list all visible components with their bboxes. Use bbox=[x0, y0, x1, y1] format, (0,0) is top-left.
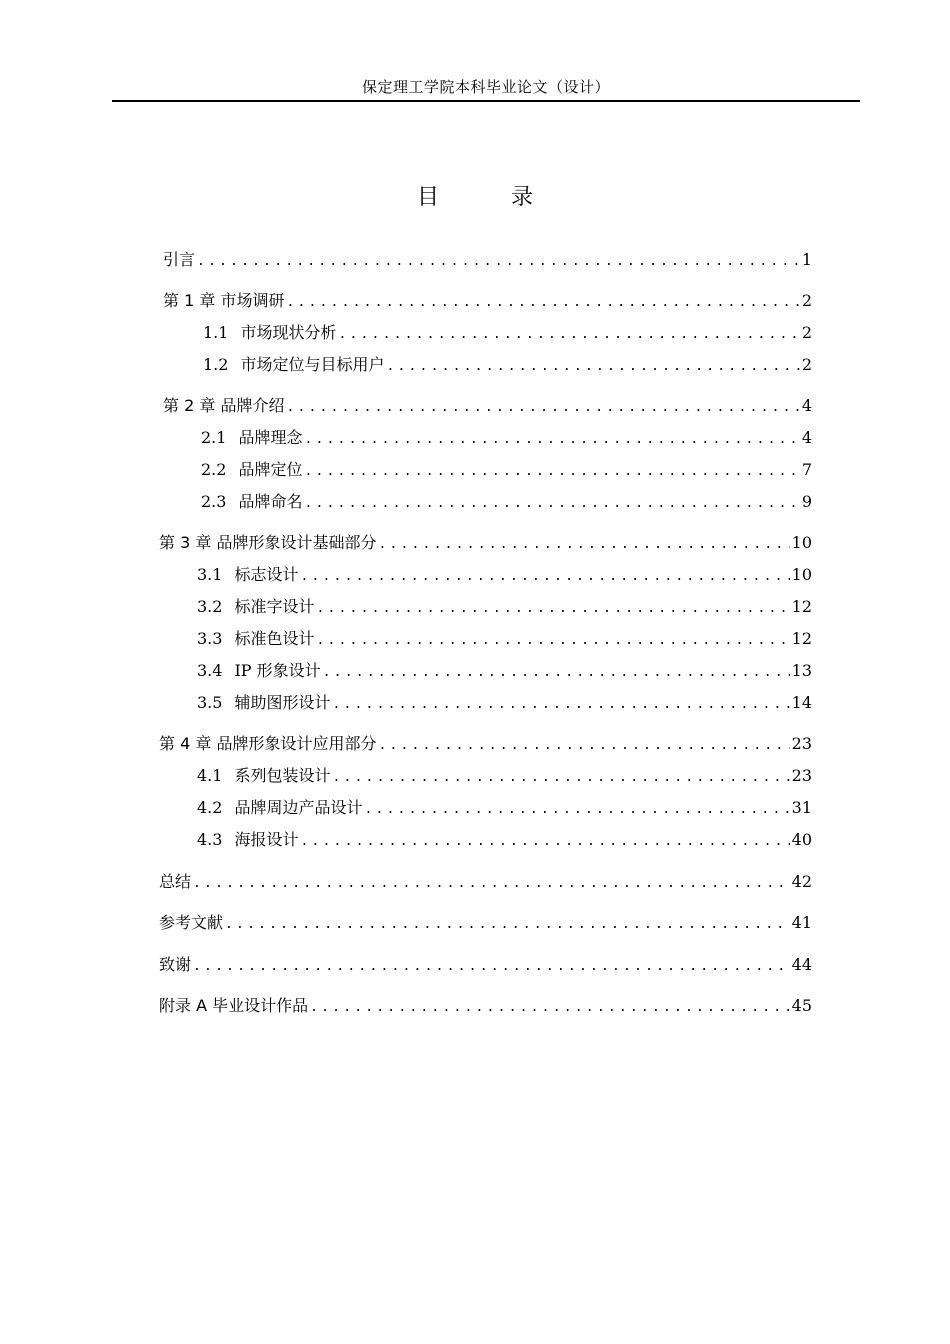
toc-leader-dots bbox=[193, 955, 790, 979]
toc-entry-text: 参考文献 bbox=[159, 913, 224, 932]
toc-leader-dots bbox=[304, 460, 799, 484]
toc-entry-number: 3.5 bbox=[197, 693, 223, 712]
toc-leader-dots bbox=[386, 355, 799, 379]
toc-entry-label bbox=[159, 531, 376, 555]
toc-leader-dots bbox=[378, 533, 789, 557]
toc-entry-page: 23 bbox=[791, 734, 812, 753]
toc-entry-label bbox=[197, 691, 330, 715]
toc-entry-number: 3.1 bbox=[197, 565, 223, 584]
toc-title-left: 目 bbox=[416, 185, 439, 210]
toc-entry-page: 45 bbox=[791, 996, 812, 1015]
toc-entry bbox=[197, 659, 812, 683]
toc-entry bbox=[159, 531, 812, 555]
toc-entry-page: 13 bbox=[791, 661, 812, 680]
toc-entry-text: 第 4 章 品牌形象设计应用部分 bbox=[159, 734, 377, 753]
toc-entry bbox=[197, 828, 812, 852]
toc-entry-label bbox=[203, 321, 336, 345]
toc-entry-text: IP 形象设计 bbox=[234, 661, 321, 680]
toc-leader-dots bbox=[225, 913, 790, 937]
toc-entry-page: 4 bbox=[801, 396, 812, 415]
toc-entry-label bbox=[197, 764, 330, 788]
toc-entry-label bbox=[197, 828, 298, 852]
toc-entry bbox=[163, 289, 812, 313]
toc-entry-number: 2.2 bbox=[201, 460, 227, 479]
toc-entry-text: 第 1 章 市场调研 bbox=[163, 291, 285, 310]
toc-entry bbox=[163, 394, 812, 418]
toc-leader-dots bbox=[286, 396, 799, 420]
toc-leader-dots bbox=[310, 996, 790, 1020]
toc-leader-dots bbox=[316, 597, 789, 621]
toc-entry-text: 海报设计 bbox=[234, 830, 299, 849]
toc-entry-text: 总结 bbox=[159, 872, 192, 891]
toc-entry-text: 市场定位与目标用户 bbox=[240, 355, 385, 374]
toc-entry bbox=[203, 321, 812, 345]
toc-entry-label bbox=[201, 458, 302, 482]
toc-leader-dots bbox=[323, 661, 790, 685]
toc-entry-label bbox=[197, 595, 314, 619]
toc-entry-text: 系列包装设计 bbox=[234, 766, 331, 785]
toc-entry-label bbox=[159, 870, 191, 894]
toc-entry bbox=[159, 953, 812, 977]
toc-title-right: 录 bbox=[511, 185, 534, 210]
toc-entry bbox=[159, 994, 812, 1018]
toc-entry-page: 12 bbox=[791, 597, 812, 616]
toc-entry-page: 44 bbox=[791, 955, 812, 974]
toc-entry-label bbox=[197, 659, 321, 683]
toc-title bbox=[0, 180, 950, 211]
toc-entry-text: 引言 bbox=[163, 250, 196, 269]
toc-entry-label bbox=[203, 353, 384, 377]
toc-entry-number: 1.1 bbox=[203, 323, 229, 342]
toc-leader-dots bbox=[300, 565, 789, 589]
toc-entry-label bbox=[163, 394, 284, 418]
page-header: 保定理工学院本科毕业论文（设计） bbox=[361, 78, 610, 96]
toc-leader-dots bbox=[304, 428, 799, 452]
toc-entry-number: 3.4 bbox=[197, 661, 223, 680]
toc-entry-number: 4.3 bbox=[197, 830, 223, 849]
toc-entry-label bbox=[201, 426, 302, 450]
toc-entry-text: 标准字设计 bbox=[234, 597, 315, 616]
toc-leader-dots bbox=[364, 798, 789, 822]
toc-entry-text: 市场现状分析 bbox=[240, 323, 337, 342]
toc-entry-text: 标志设计 bbox=[234, 565, 299, 584]
toc-entry-text: 标准色设计 bbox=[234, 629, 315, 648]
toc-leader-dots bbox=[378, 734, 789, 758]
header-rule bbox=[112, 100, 860, 102]
toc-entry bbox=[197, 563, 812, 587]
toc-entry bbox=[197, 627, 812, 651]
toc-entry-page: 1 bbox=[801, 250, 812, 269]
toc-entry-text: 第 3 章 品牌形象设计基础部分 bbox=[159, 533, 377, 552]
toc-entry-page: 2 bbox=[801, 323, 812, 342]
toc-entry-text: 致谢 bbox=[159, 955, 192, 974]
toc-entry-page: 2 bbox=[801, 355, 812, 374]
toc-entry-page: 4 bbox=[801, 428, 812, 447]
toc-entry-label bbox=[197, 627, 314, 651]
toc-entry-page: 2 bbox=[801, 291, 812, 310]
toc-entry-page: 42 bbox=[791, 872, 812, 891]
toc-entry-page: 31 bbox=[791, 798, 812, 817]
toc-entry-page: 12 bbox=[791, 629, 812, 648]
toc-entry-text: 辅助图形设计 bbox=[234, 693, 331, 712]
toc-entry bbox=[197, 796, 812, 820]
toc-leader-dots bbox=[286, 291, 799, 315]
toc-entry bbox=[197, 595, 812, 619]
toc-leader-dots bbox=[197, 250, 800, 274]
toc-entry-label bbox=[163, 289, 284, 313]
toc-entry-label bbox=[159, 911, 223, 935]
toc-entry-label bbox=[201, 490, 302, 514]
toc-entry bbox=[159, 911, 812, 935]
toc-entry-label bbox=[159, 994, 308, 1018]
toc-entry bbox=[197, 691, 812, 715]
toc-entry-page: 10 bbox=[791, 565, 812, 584]
toc-entry bbox=[201, 426, 812, 450]
toc-entry bbox=[201, 490, 812, 514]
toc-entry-number: 1.2 bbox=[203, 355, 229, 374]
toc-entry bbox=[201, 458, 812, 482]
toc-entry-number: 4.2 bbox=[197, 798, 223, 817]
toc-leader-dots bbox=[304, 492, 799, 516]
toc-entry-label bbox=[197, 563, 298, 587]
toc-leader-dots bbox=[316, 629, 789, 653]
toc-entry-label bbox=[163, 248, 195, 272]
toc-leader-dots bbox=[193, 872, 790, 896]
toc-leader-dots bbox=[332, 766, 789, 790]
toc-entry bbox=[203, 353, 812, 377]
toc-entry-text: 品牌周边产品设计 bbox=[234, 798, 363, 817]
toc-entry-text: 品牌定位 bbox=[238, 460, 303, 479]
toc-entry-page: 41 bbox=[791, 913, 812, 932]
toc-entry-page: 7 bbox=[801, 460, 812, 479]
toc-entry-text: 附录 A 毕业设计作品 bbox=[159, 996, 309, 1015]
toc-entry-text: 品牌理念 bbox=[238, 428, 303, 447]
toc-entry bbox=[159, 870, 812, 894]
toc-entry bbox=[159, 732, 812, 756]
toc-entry-page: 23 bbox=[791, 766, 812, 785]
toc-entry-number: 2.3 bbox=[201, 492, 227, 511]
toc-entry-text: 品牌命名 bbox=[238, 492, 303, 511]
toc-entry-number: 2.1 bbox=[201, 428, 227, 447]
toc-entry-label bbox=[159, 953, 191, 977]
toc-entry-number: 3.2 bbox=[197, 597, 223, 616]
toc-leader-dots bbox=[338, 323, 799, 347]
toc-entry bbox=[197, 764, 812, 788]
toc-entry-page: 10 bbox=[791, 533, 812, 552]
toc-entry-page: 40 bbox=[791, 830, 812, 849]
toc-entry-number: 4.1 bbox=[197, 766, 223, 785]
toc-entry-number: 3.3 bbox=[197, 629, 223, 648]
toc-leader-dots bbox=[300, 830, 789, 854]
toc-entry-text: 第 2 章 品牌介绍 bbox=[163, 396, 285, 415]
toc-entry-page: 9 bbox=[801, 492, 812, 511]
toc-entry-label bbox=[197, 796, 362, 820]
toc-entry-label bbox=[159, 732, 376, 756]
toc-entry-page: 14 bbox=[791, 693, 812, 712]
toc-entry bbox=[163, 248, 812, 272]
toc-leader-dots bbox=[332, 693, 789, 717]
